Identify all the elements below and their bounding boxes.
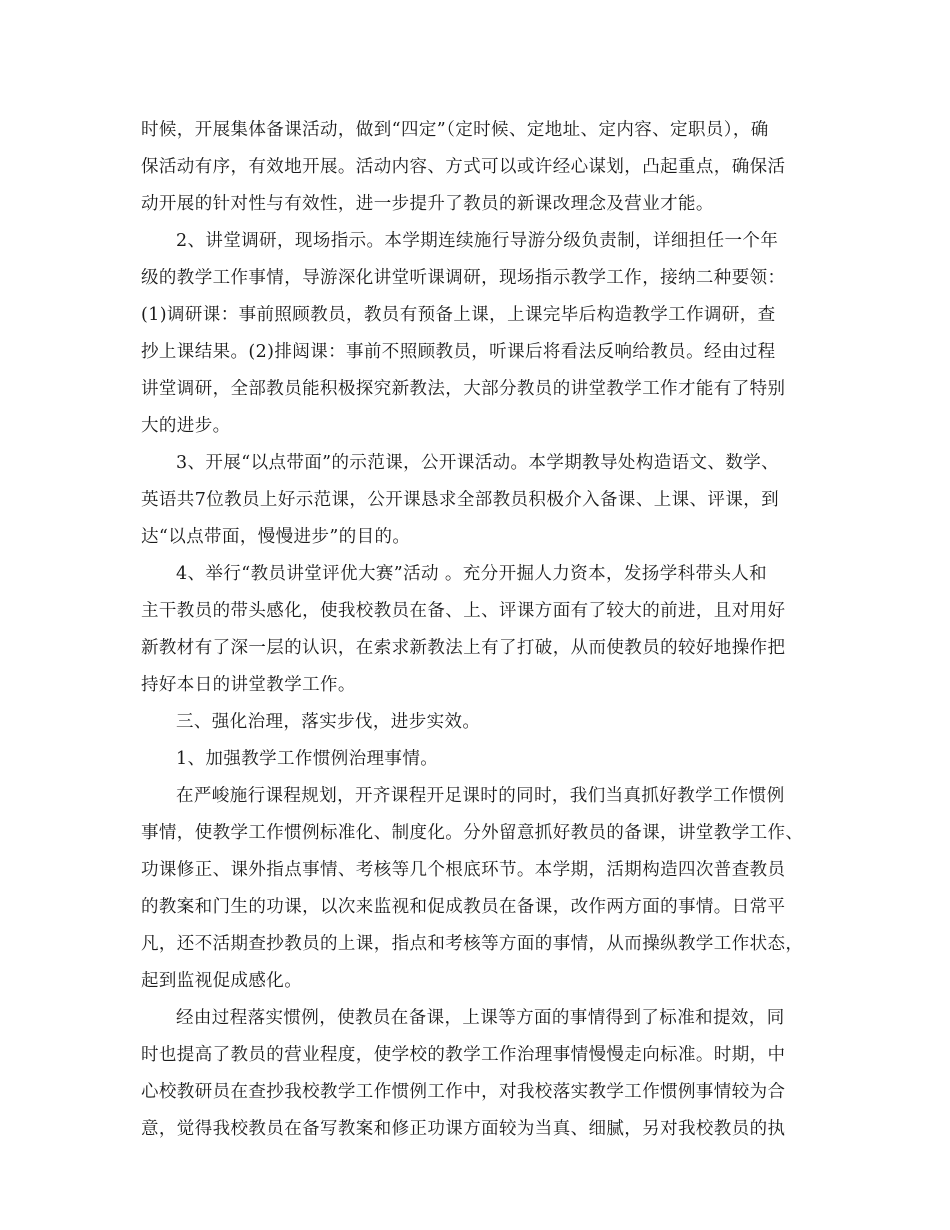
text-line: (1)调研课：事前照顾教员，教员有预备上课，上课完毕后构造教学工作调研，查 [141, 305, 776, 325]
section-heading: 三、强化治理，落实步伐，进步实效。 [176, 712, 481, 732]
text-line: 大的进步。 [141, 416, 231, 436]
text-line: 意，觉得我校教员在备写教案和修正功课方面较为当真、细腻，另对我校教员的执 [141, 1119, 786, 1139]
text-line: 新教材有了深一层的认识，在索求新教法上有了打破，从而使教员的较好地操作把 [141, 638, 786, 658]
text-line: 持好本日的讲堂教学工作。 [141, 675, 356, 695]
text-line: 讲堂调研，全部教员能积极探究新教法，大部分教员的讲堂教学工作才能有了特别 [141, 379, 786, 399]
text-line: 保活动有序，有效地开展。活动内容、方式可以或许经心谋划，凸起重点，确保活 [141, 157, 786, 177]
text-line: 起到监视促成感化。 [141, 971, 303, 991]
text-line: 时也提高了教员的营业程度，使学校的教学工作治理事情慢慢走向标准。时期，中 [141, 1045, 786, 1065]
paragraph-start-line: 2、讲堂调研，现场指示。本学期连续施行导游分级负责制，详细担任一个年 [176, 231, 779, 251]
text-line: 抄上课结果。(2)排闼课：事前不照顾教员，听课后将看法反响给教员。经由过程 [141, 342, 776, 362]
text-line: 功课修正、课外指点事情、考核等几个根底环节。本学期，活期构造四次普查教员 [141, 860, 786, 880]
text-line: 心校教研员在查抄我校教学工作惯例工作中，对我校落实教学工作惯例事情较为合 [141, 1082, 786, 1102]
subsection-heading: 1、加强教学工作惯例治理事情。 [176, 749, 439, 769]
paragraph-start-line: 3、开展“以点带面”的示范课，公开课活动。本学期教导处构造语文、数学、 [176, 453, 780, 473]
text-line: 级的教学工作事情，导游深化讲堂听课调研，现场指示教学工作，接纳二种要领： [141, 268, 786, 288]
text-line: 动开展的针对性与有效性，进一步提升了教员的新课改理念及营业才能。 [141, 194, 714, 214]
paragraph-start-line: 在严峻施行课程规划，开齐课程开足课时的同时，我们当真抓好教学工作惯例 [176, 786, 785, 806]
text-line: 主干教员的带头感化，使我校教员在备、上、评课方面有了较大的前进，且对用好 [141, 601, 786, 621]
paragraph-start-line: 4、举行“教员讲堂评优大赛”活动 。充分开掘人力资本，发扬学科带头人和 [176, 564, 768, 584]
paragraph-start-line: 经由过程落实惯例，使教员在备课，上课等方面的事情得到了标准和提效，同 [176, 1008, 785, 1028]
text-line: 事情，使教学工作惯例标准化、制度化。分外留意抓好教员的备课，讲堂教学工作、 [141, 823, 804, 843]
text-line: 的教案和门生的功课，以次来监视和促成教员在备课，改作两方面的事情。日常平 [141, 897, 786, 917]
text-line: 时候，开展集体备课活动，做到“四定”（定时候、定地址、定内容、定职员），确 [141, 120, 769, 140]
text-line: 英语共7位教员上好示范课，公开课恳求全部教员积极介入备课、上课、评课，到 [141, 490, 780, 510]
text-line: 达“以点带面，慢慢进步”的目的。 [141, 527, 411, 547]
text-line: 凡，还不活期查抄教员的上课，指点和考核等方面的事情，从而操纵教学工作状态， [141, 934, 804, 954]
